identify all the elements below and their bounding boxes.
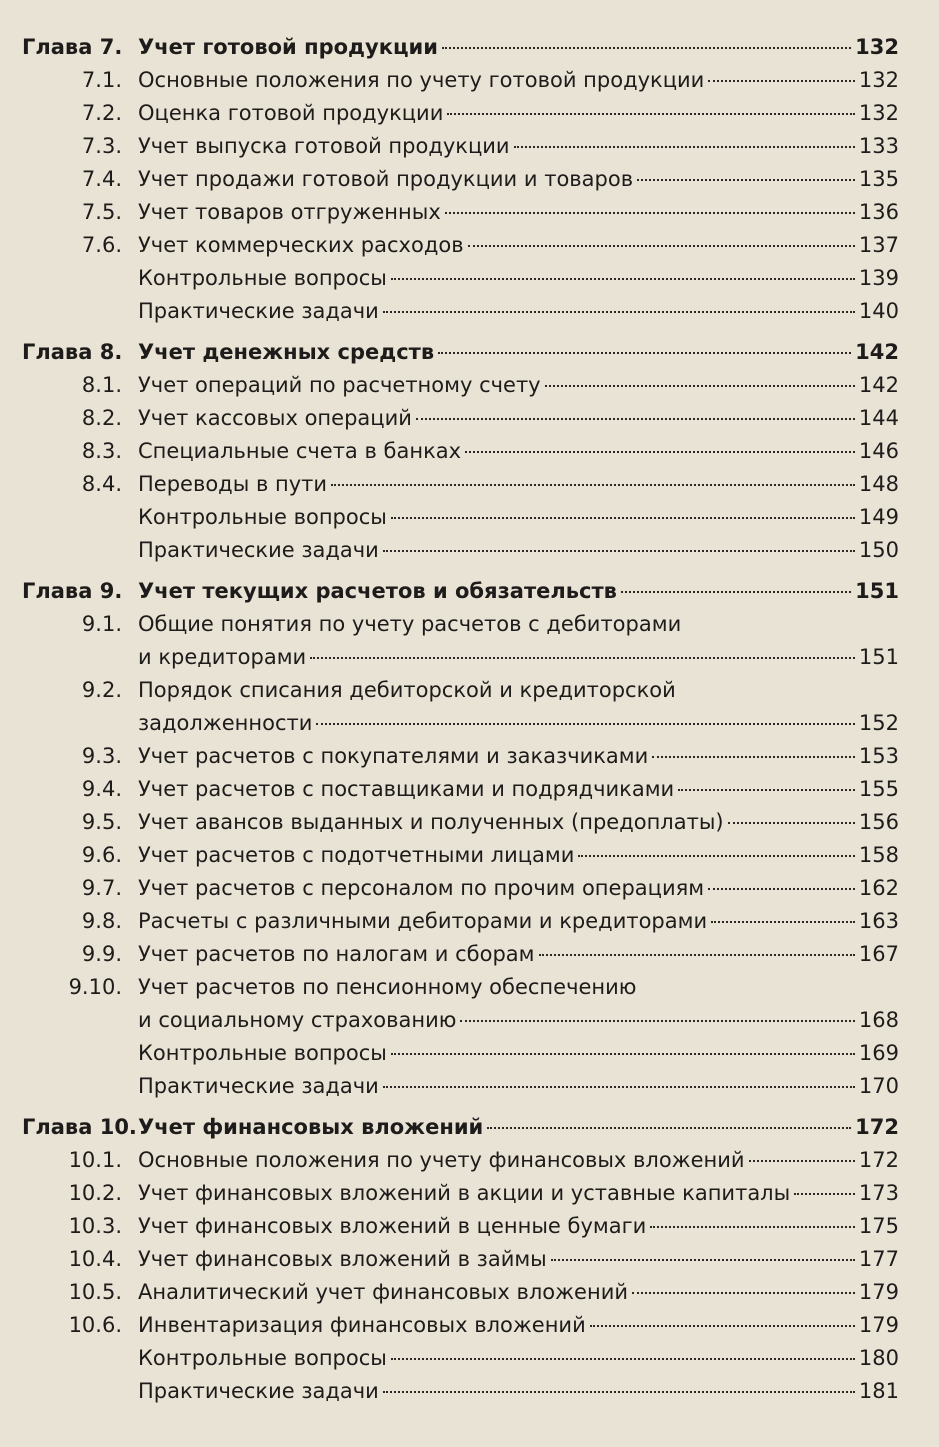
dot-leader [650, 1226, 855, 1228]
section-title: Аналитический учет финансовых вложений [138, 1280, 629, 1304]
toc-entry-row [0, 638, 939, 671]
toc-entry-row [0, 399, 939, 432]
section-number: 9.4. [81, 777, 122, 801]
page-number: 151 [858, 645, 899, 669]
section-number: 9.7. [81, 876, 122, 900]
section-title: Основные положения по учету финансовых вложений [138, 1148, 745, 1172]
toc-entry-body [138, 67, 899, 93]
page-number: 140 [858, 299, 899, 323]
dot-leader [632, 1292, 855, 1294]
section-title: Учет расчетов с подотчетными лицами [138, 843, 575, 867]
section-title: Общие понятия по учету расчетов с дебиторами [138, 612, 682, 636]
toc-entry-row [0, 1273, 939, 1306]
toc-entry-body [138, 232, 899, 258]
dot-leader [708, 80, 855, 82]
toc-chapter-row [0, 572, 939, 605]
section-title: Учет выпуска готовой продукции [138, 134, 510, 158]
section-number: 7.2. [81, 101, 122, 125]
section-title: Контрольные вопросы [138, 1346, 387, 1370]
section-number: 9.8. [81, 909, 122, 933]
dot-leader [465, 451, 855, 453]
section-number: 9.3. [81, 744, 122, 768]
section-number: 9.9. [81, 942, 122, 966]
toc-entry-row [0, 432, 939, 465]
dot-leader [383, 1391, 855, 1393]
toc-entry-row [0, 803, 939, 836]
section-title: Учет финансовых вложений в займы [138, 1247, 547, 1271]
section-title: Учет расчетов по налогам и сборам [138, 942, 535, 966]
toc-entry-row [0, 1306, 939, 1339]
toc-entry-body [138, 743, 899, 769]
page-number: 172 [855, 1115, 899, 1139]
page-number: 148 [858, 472, 899, 496]
section-title: Учет расчетов по пенсионному обеспечению [138, 975, 637, 999]
section-title: Расчеты с различными дебиторами и кредиторами [138, 909, 708, 933]
section-number: 10.4. [68, 1247, 122, 1271]
section-number: 8.3. [81, 439, 122, 463]
dot-leader [310, 657, 855, 659]
section-title: Переводы в пути [138, 472, 328, 496]
dot-leader [708, 888, 855, 890]
page-number: 132 [858, 101, 899, 125]
section-number: 10.2. [68, 1181, 122, 1205]
dot-leader [383, 311, 855, 313]
toc-chapter-row [0, 333, 939, 366]
dot-leader [391, 1358, 855, 1360]
toc-entry-row [0, 366, 939, 399]
toc-entry-row [0, 968, 939, 1001]
toc-entry-row [0, 836, 939, 869]
section-number: 10.6. [68, 1313, 122, 1337]
page-number: 132 [858, 68, 899, 92]
page-number: 180 [858, 1346, 899, 1370]
page-number: 150 [858, 538, 899, 562]
toc-entry-row [0, 1372, 939, 1405]
toc-entry-row [0, 902, 939, 935]
toc-entry-row [0, 935, 939, 968]
section-title: Оценка готовой продукции [138, 101, 444, 125]
page-number: 139 [858, 266, 899, 290]
toc-entry-body [138, 710, 899, 736]
chapter-number: Глава 10. [22, 1115, 137, 1139]
toc-entry-body [138, 265, 899, 291]
table-of-contents [0, 28, 939, 1405]
section-title: Контрольные вопросы [138, 266, 387, 290]
toc-entry-body [138, 776, 899, 802]
page-number: 135 [858, 167, 899, 191]
page-number: 179 [858, 1313, 899, 1337]
page-number: 158 [858, 843, 899, 867]
toc-entry-row [0, 61, 939, 94]
toc-entry-body [138, 1073, 899, 1099]
toc-entry-body [138, 842, 899, 868]
section-title: Учет расчетов с персоналом по прочим операциям [138, 876, 705, 900]
toc-entry-row [0, 94, 939, 127]
toc-entry-body [138, 1279, 899, 1305]
toc-entry-row [0, 671, 939, 704]
dot-leader [678, 789, 855, 791]
section-title: Практические задачи [138, 538, 379, 562]
dot-leader [438, 352, 851, 354]
toc-entry-body [138, 133, 899, 159]
section-number: 8.2. [81, 406, 122, 430]
toc-entry-body [138, 1378, 899, 1404]
section-number: 8.4. [81, 472, 122, 496]
page-number: 173 [858, 1181, 899, 1205]
toc-entry-body [138, 298, 899, 324]
toc-entry-body [138, 677, 899, 703]
dot-leader [728, 822, 855, 824]
dot-leader [578, 855, 855, 857]
page-number: 181 [858, 1379, 899, 1403]
section-number: 10.5. [68, 1280, 122, 1304]
dot-leader [794, 1193, 855, 1195]
page-number: 163 [858, 909, 899, 933]
toc-entry-row [0, 127, 939, 160]
toc-entry-body [138, 974, 899, 1000]
dot-leader [331, 484, 855, 486]
toc-entry-body [138, 438, 899, 464]
dot-leader [316, 723, 855, 725]
toc-entry-body [138, 875, 899, 901]
dot-leader [711, 921, 855, 923]
page-number: 133 [858, 134, 899, 158]
toc-entry-row [0, 869, 939, 902]
page-number: 151 [855, 579, 899, 603]
toc-entry-body [138, 1246, 899, 1272]
toc-entry-row [0, 1240, 939, 1273]
toc-entry-body [138, 537, 899, 563]
page-number: 155 [858, 777, 899, 801]
dot-leader [391, 278, 855, 280]
page-number: 167 [858, 942, 899, 966]
dot-leader [652, 756, 855, 758]
page-number: 132 [855, 35, 899, 59]
page-number: 153 [858, 744, 899, 768]
toc-entry-row [0, 1034, 939, 1067]
toc-entry-row [0, 498, 939, 531]
toc-entry-row [0, 704, 939, 737]
toc-entry-body [138, 1007, 899, 1033]
page-number: 172 [858, 1148, 899, 1172]
dot-leader [514, 146, 855, 148]
dot-leader [621, 591, 851, 593]
dot-leader [442, 47, 851, 49]
section-number: 10.1. [68, 1148, 122, 1172]
section-number: 9.2. [81, 678, 122, 702]
dot-leader [468, 245, 855, 247]
section-title: Специальные счета в банках [138, 439, 462, 463]
section-title: Учет финансовых вложений в ценные бумаги [138, 1214, 647, 1238]
section-title: Практические задачи [138, 1074, 379, 1098]
section-title: Практические задачи [138, 1379, 379, 1403]
toc-entry-body [138, 578, 899, 604]
page-number: 170 [858, 1074, 899, 1098]
toc-entry-body [138, 1147, 899, 1173]
chapter-number: Глава 7. [22, 35, 123, 59]
toc-entry-body [138, 1213, 899, 1239]
dot-leader [487, 1127, 851, 1129]
toc-entry-row [0, 193, 939, 226]
toc-entry-body [138, 504, 899, 530]
section-title: и кредиторами [138, 645, 307, 669]
dot-leader [749, 1160, 855, 1162]
toc-entry-body [138, 611, 899, 637]
dot-leader [551, 1259, 855, 1261]
toc-entry-row [0, 465, 939, 498]
toc-entry-body [138, 372, 899, 398]
toc-entry-body [138, 1040, 899, 1066]
dot-leader [447, 113, 855, 115]
dot-leader [391, 517, 855, 519]
dot-leader [391, 1053, 855, 1055]
section-number: 9.10. [68, 975, 122, 999]
section-title: Учет финансовых вложений в акции и уставные капиталы [138, 1181, 791, 1205]
section-title: Практические задачи [138, 299, 379, 323]
toc-chapter-row [0, 28, 939, 61]
dot-leader [637, 179, 855, 181]
section-number: 7.1. [81, 68, 122, 92]
section-number: 9.6. [81, 843, 122, 867]
section-title: Учет коммерческих расходов [138, 233, 464, 257]
toc-entry-body [138, 644, 899, 670]
section-title: и социальному страхованию [138, 1008, 457, 1032]
chapter-title: Учет финансовых вложений [138, 1115, 484, 1139]
section-title: Порядок списания дебиторской и кредиторской [138, 678, 676, 702]
page-number: 156 [858, 810, 899, 834]
dot-leader [460, 1020, 855, 1022]
page-number: 175 [858, 1214, 899, 1238]
chapter-title: Учет готовой продукции [138, 35, 438, 59]
toc-entry-body [138, 166, 899, 192]
toc-entry-row [0, 1067, 939, 1100]
dot-leader [383, 550, 855, 552]
toc-entry-row [0, 259, 939, 292]
section-number: 9.5. [81, 810, 122, 834]
page-number: 146 [858, 439, 899, 463]
toc-entry-row [0, 160, 939, 193]
toc-entry-body [138, 34, 899, 60]
page-number: 177 [858, 1247, 899, 1271]
toc-entry-row [0, 605, 939, 638]
page-number: 142 [855, 340, 899, 364]
page-number: 136 [858, 200, 899, 224]
toc-entry-row [0, 1207, 939, 1240]
toc-entry-body [138, 100, 899, 126]
dot-leader [383, 1086, 855, 1088]
toc-entry-row [0, 226, 939, 259]
section-number: 7.4. [81, 167, 122, 191]
toc-entry-body [138, 405, 899, 431]
toc-entry-body [138, 1345, 899, 1371]
dot-leader [590, 1325, 855, 1327]
toc-entry-row [0, 531, 939, 564]
page-number: 152 [858, 711, 899, 735]
dot-leader [545, 385, 855, 387]
section-title: Учет товаров отгруженных [138, 200, 441, 224]
section-title: Учет авансов выданных и полученных (предоплаты) [138, 810, 724, 834]
chapter-number: Глава 9. [22, 579, 123, 603]
chapter-title: Учет текущих расчетов и обязательств [138, 579, 617, 603]
section-title: Учет расчетов с покупателями и заказчиками [138, 744, 649, 768]
section-number: 7.6. [81, 233, 122, 257]
section-title: Учет расчетов с поставщиками и подрядчиками [138, 777, 675, 801]
chapter-title: Учет денежных средств [138, 340, 435, 364]
section-title: Контрольные вопросы [138, 505, 387, 529]
section-title: Контрольные вопросы [138, 1041, 387, 1065]
page-number: 168 [858, 1008, 899, 1032]
section-title: Учет продажи готовой продукции и товаров [138, 167, 634, 191]
page-number: 162 [858, 876, 899, 900]
section-title: задолженности [138, 711, 313, 735]
toc-chapter-row [0, 1108, 939, 1141]
toc-entry-body [138, 339, 899, 365]
toc-entry-body [138, 908, 899, 934]
toc-entry-body [138, 471, 899, 497]
toc-entry-body [138, 1114, 899, 1140]
page-number: 149 [858, 505, 899, 529]
toc-entry-body [138, 199, 899, 225]
page-number: 169 [858, 1041, 899, 1065]
chapter-number: Глава 8. [22, 340, 123, 364]
toc-entry-body [138, 941, 899, 967]
section-number: 7.3. [81, 134, 122, 158]
section-title: Основные положения по учету готовой продукции [138, 68, 705, 92]
page-number: 179 [858, 1280, 899, 1304]
toc-entry-row [0, 292, 939, 325]
toc-entry-row [0, 770, 939, 803]
dot-leader [416, 418, 855, 420]
toc-entry-row [0, 1174, 939, 1207]
section-title: Учет кассовых операций [138, 406, 412, 430]
section-number: 8.1. [81, 373, 122, 397]
toc-entry-row [0, 1339, 939, 1372]
section-number: 9.1. [81, 612, 122, 636]
page-number: 137 [858, 233, 899, 257]
toc-entry-body [138, 1180, 899, 1206]
toc-entry-row [0, 737, 939, 770]
toc-entry-row [0, 1141, 939, 1174]
section-number: 10.3. [68, 1214, 122, 1238]
toc-entry-body [138, 1312, 899, 1338]
section-number: 7.5. [81, 200, 122, 224]
toc-entry-row [0, 1001, 939, 1034]
section-title: Инвентаризация финансовых вложений [138, 1313, 586, 1337]
page-number: 142 [858, 373, 899, 397]
toc-entry-body [138, 809, 899, 835]
dot-leader [445, 212, 855, 214]
dot-leader [539, 954, 855, 956]
section-title: Учет операций по расчетному счету [138, 373, 541, 397]
page-number: 144 [858, 406, 899, 430]
